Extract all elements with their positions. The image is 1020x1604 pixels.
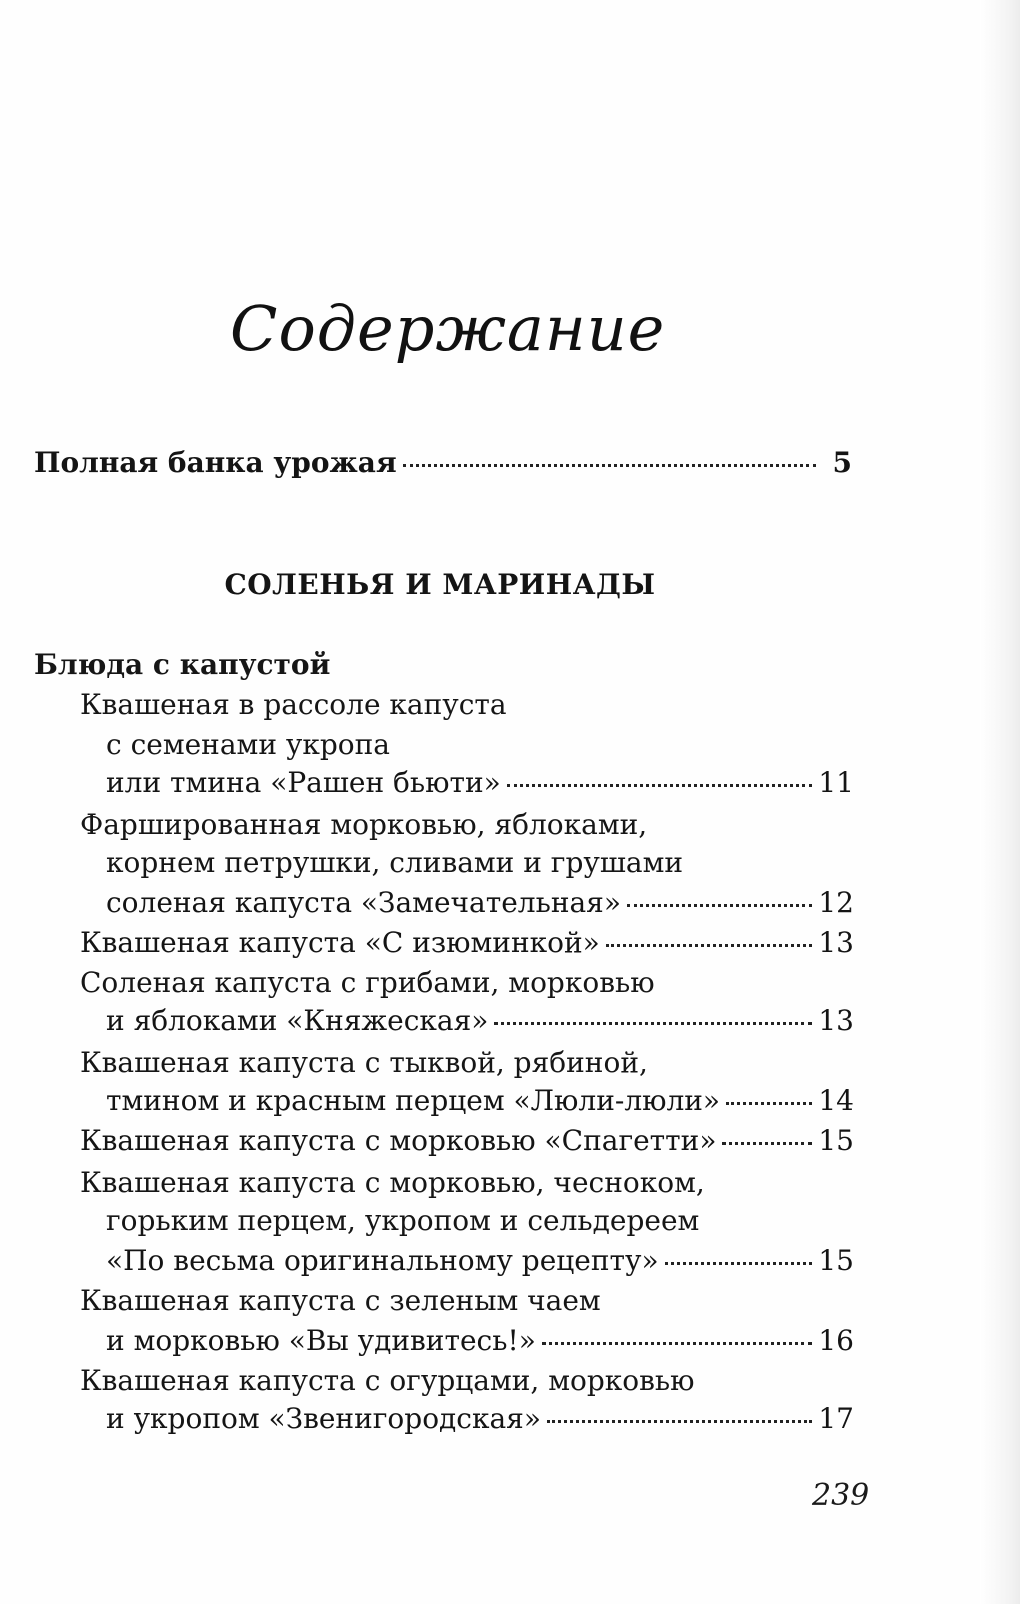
intro-page: 5 [832,446,852,479]
entry-page: 12 [818,886,854,919]
toc-entry [106,1402,854,1436]
dot-leader [726,1102,812,1105]
entry-last-line: Квашеная капуста с морковью «Спагетти» [80,1124,717,1157]
handwritten-page-number: 239 [812,1478,870,1513]
entry-line: Квашеная капуста с огурцами, морковью [80,1364,695,1397]
toc-entry [106,766,854,800]
toc-entry [106,1084,854,1118]
dot-leader [606,944,813,947]
entry-line: Фаршированная морковью, яблоками, [80,808,648,841]
dot-leader [403,464,816,467]
entry-last-line: и яблоками «Княжеская» [106,1004,489,1037]
page-heading: Содержание [230,292,666,365]
entry-page: 13 [818,926,854,959]
entry-page: 15 [818,1244,854,1277]
entry-page: 17 [818,1402,854,1435]
entry-page: 14 [818,1084,854,1117]
entry-last-line: и морковью «Вы удивитесь!» [106,1324,536,1357]
entry-last-line: и укропом «Звенигородская» [106,1402,541,1435]
toc-entry [80,1124,854,1158]
entry-line: Квашеная капуста с тыквой, рябиной, [80,1046,648,1079]
entry-line: Квашеная капуста с зеленым чаем [80,1284,601,1317]
dot-leader [547,1420,812,1423]
dot-leader [627,904,812,907]
toc-entry [106,1324,854,1358]
entry-last-line: «По весьма оригинальному рецепту» [106,1244,659,1277]
section-title: СОЛЕНЬЯ И МАРИНАДЫ [224,568,656,601]
entry-page: 15 [818,1124,854,1157]
entry-line: Квашеная в рассоле капуста [80,688,507,721]
toc-entry [106,1004,854,1038]
toc-entry [80,926,854,960]
entry-last-line: соленая капуста «Замечательная» [106,886,621,919]
dot-leader [542,1342,813,1345]
toc-entry [106,1244,854,1278]
intro-title: Полная банка урожая [34,446,397,479]
entry-page: 13 [818,1004,854,1037]
entry-line: горьким перцем, укропом и сельдереем [106,1204,700,1237]
entry-page: 11 [818,766,854,799]
dot-leader [494,1022,812,1025]
entry-page: 16 [818,1324,854,1357]
entry-last-line: или тмина «Рашен бьюти» [106,766,501,799]
entry-last-line: тмином и красным перцем «Люли-люли» [106,1084,721,1117]
entry-last-line: Квашеная капуста «С изюминкой» [80,926,600,959]
page-edge-shadow [980,0,1020,1604]
entry-line: корнем петрушки, сливами и грушами [106,846,684,879]
toc-entry [106,886,854,920]
intro-entry [34,446,852,480]
dot-leader [722,1142,812,1145]
dot-leader [507,784,813,787]
entry-line: Квашеная капуста с морковью, чесноком, [80,1166,705,1199]
entry-line: Соленая капуста с грибами, морковью [80,966,655,999]
dot-leader [665,1262,813,1265]
subsection-title: Блюда с капустой [34,648,331,681]
entry-line: с семенами укропа [106,728,390,761]
